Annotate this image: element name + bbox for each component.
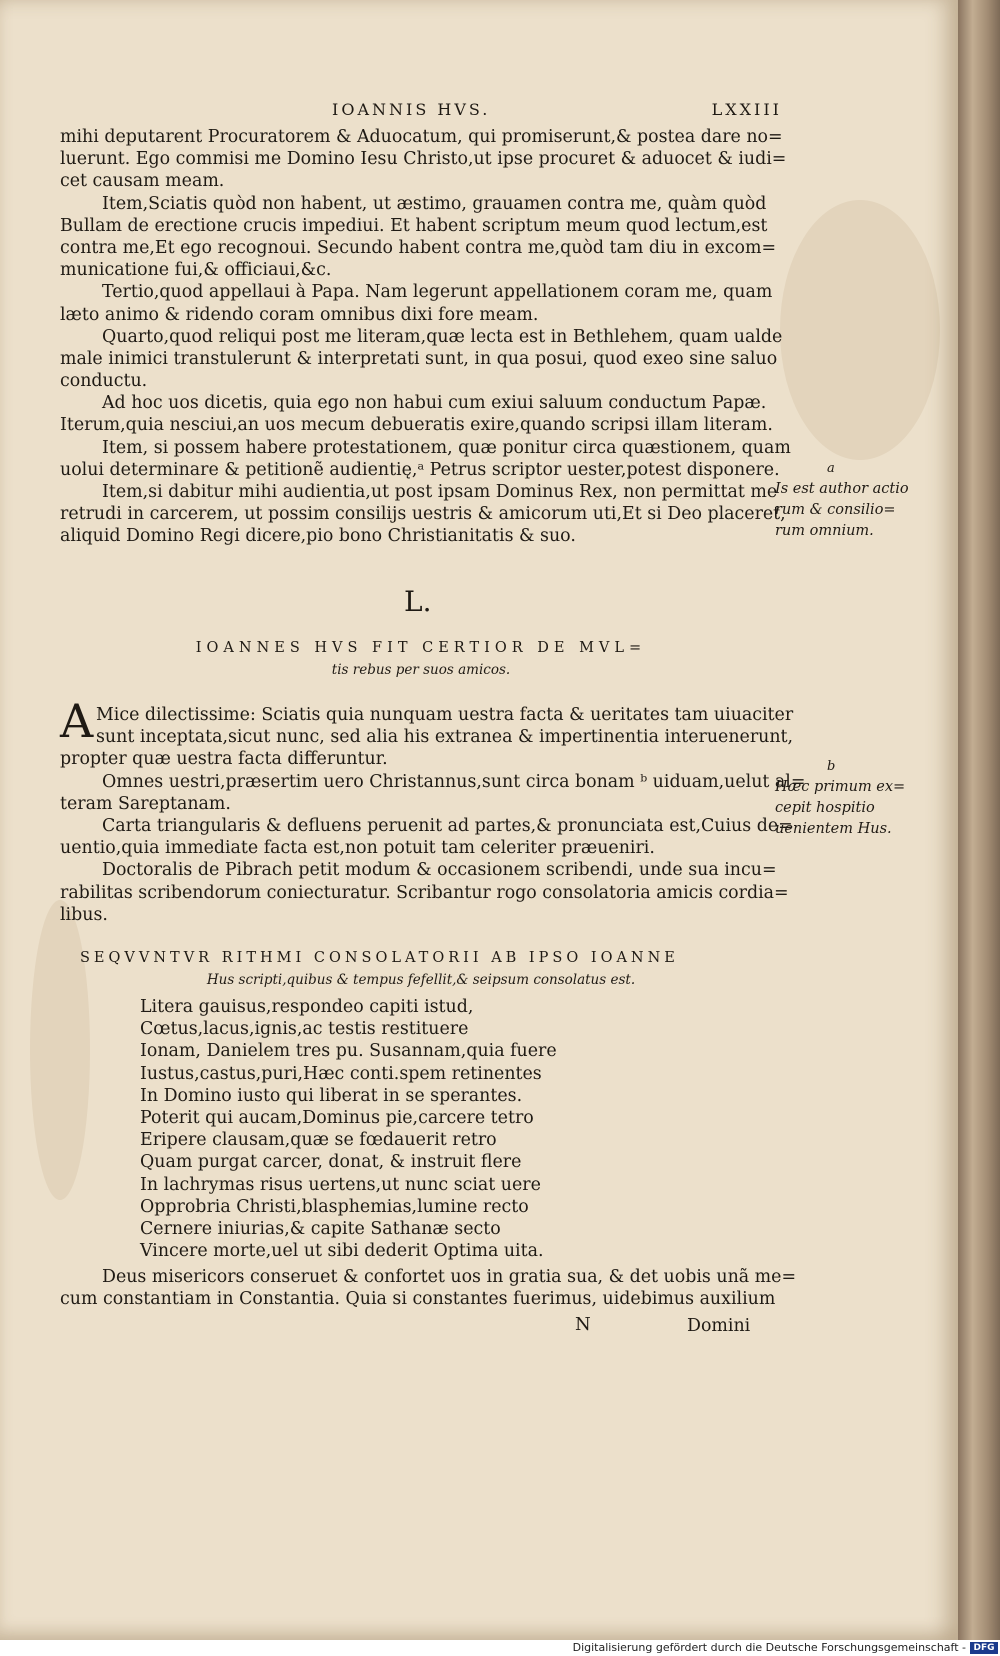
text-line: cet causam meam.	[60, 171, 225, 192]
text-line: uolui determinare & petitionẽ audientię,ᵃ Petrus scriptor uester,potest disponere.	[60, 459, 780, 480]
running-head-title: IOANNIS HVS.	[332, 100, 491, 119]
text-line: Bullam de erectione crucis impediui. Et habent scriptum meum quod lectum,est	[60, 215, 768, 236]
verse-subheading: Hus scripti,quibus & tempus fefellit,& seipsum consolatus est.	[206, 972, 636, 988]
verse-line: In lachrymas risus uertens,ut nunc sciat uere	[140, 1174, 541, 1195]
text-line: mihi deputarent Procuratorem & Aduocatum, qui promiserunt,& postea dare no=	[60, 127, 783, 147]
margin-note-b	[775, 756, 945, 840]
text-line: Deus misericors conseruet & confortet uos in gratia sua, & det uobis unã me=	[102, 1267, 797, 1287]
verse-line: Vincere morte,uel ut sibi dederit Optima uita.	[140, 1241, 544, 1262]
margin-note-line: Is est author actio	[775, 481, 909, 497]
text-line: Quarto,quod reliqui post me literam,quæ lecta est in Bethlehem, quam ualde	[102, 326, 783, 347]
paper-stain	[780, 200, 940, 460]
verse-line: Cernere iniurias,& capite Sathanæ secto	[140, 1218, 501, 1239]
text-line: Iterum,quia nesciui,an uos mecum debueratis exire,quando scripsi illam literam.	[60, 415, 773, 436]
text-line: cum constantiam in Constantia. Quia si constantes fuerimus, uidebimus auxilium	[60, 1289, 776, 1310]
text-line: retrudi in carcerem, ut possim consilijs uestris & amicorum uti,Et si Deo placeret,	[60, 504, 786, 525]
verse-line: Poterit qui aucam,Dominus pie,carcere tetro	[140, 1107, 534, 1128]
text-line: uentio,quia immediate facta est,non potuit tam celeriter præueniri.	[60, 838, 655, 859]
verse-line: In Domino iusto qui liberat in se sperantes.	[140, 1085, 523, 1106]
footer-credit: Digitalisierung gefördert durch die Deutsche Forschungsgemeinschaft -	[572, 1641, 966, 1654]
signature-mark: N	[575, 1314, 591, 1335]
text-line: conductu.	[60, 371, 148, 392]
text-line: municatione fui,& officiaui,&c.	[60, 260, 332, 281]
text-line: Item, si possem habere protestationem, quæ ponitur circa quæstionem, quam	[102, 437, 791, 458]
verse-line: Cœtus,lacus,ignis,ac testis restituere	[140, 1019, 469, 1040]
letter-number: L.	[404, 585, 432, 618]
text-line: teram Sareptanam.	[60, 793, 231, 814]
margin-note-line: Hæc primum ex=	[775, 779, 906, 795]
text-line: Doctoralis de Pibrach petit modum & occasionem scribendi, unde sua incu=	[102, 860, 777, 881]
text-line: luerunt. Ego commisi me Domino Iesu Christo,ut ipse procuret & aduocet & iudi=	[60, 149, 787, 170]
text-line: Item,Sciatis quòd non habent, ut æstimo, grauamen contra me, quàm quòd	[102, 193, 767, 214]
book-spine	[958, 0, 1000, 1640]
letter-heading: IOANNES HVS FIT CERTIOR DE MVL=	[195, 640, 647, 656]
verse-line: Quam purgat carcer, donat, & instruit flere	[140, 1152, 522, 1173]
verse-heading: SEQVVNTVR RITHMI CONSOLATORII AB IPSO IOANNE	[80, 950, 679, 966]
letter-subheading: tis rebus per suos amicos.	[331, 662, 511, 678]
margin-note-key: b	[827, 759, 836, 774]
verse-block	[140, 996, 557, 1262]
text-line: Mice dilectissime: Sciatis quia nunquam uestra facta & ueritates tam uiuaciter	[96, 705, 794, 725]
margin-note-line: cepit hospitio	[775, 800, 875, 816]
verse-line: Opprobria Christi,blasphemias,lumine recto	[140, 1196, 529, 1217]
text-line: male inimici transtulerunt & interpretati sunt, in qua posui, quod exeo sine saluo	[60, 348, 778, 369]
text-line: læto animo & ridendo coram omnibus dixi fore meam.	[60, 304, 539, 325]
running-head	[60, 100, 782, 124]
paper-stain	[30, 900, 90, 1200]
verse-line: Iustus,castus,puri,Hæc conti.spem retinentes	[140, 1063, 542, 1084]
text-line: aliquid Domino Regi dicere,pio bono Christianitatis & suo.	[60, 526, 576, 547]
text-line: Carta triangularis & defluens peruenit ad partes,& pronunciata est,Cuius de=	[102, 815, 793, 836]
margin-note-a	[775, 458, 945, 542]
verse-line: Litera gauisus,respondeo capiti istud,	[140, 997, 474, 1017]
text-line: sunt inceptata,sicut nunc, sed alia his extranea & impertinentia interuenerunt,	[96, 727, 794, 748]
margin-note-line: rum omnium.	[775, 523, 874, 539]
verse-line: Eripere clausam,quæ se fœdauerit retro	[140, 1130, 497, 1151]
digitization-footer	[0, 1640, 1000, 1656]
catchword: Domini	[687, 1316, 751, 1336]
text-line: rabilitas scribendorum coniecturatur. Scribantur rogo consolatoria amicis cordia=	[60, 882, 789, 903]
letter-text-part2	[60, 704, 806, 926]
text-line: Omnes uestri,præsertim uero Christannus,sunt circa bonam ᵇ uiduam,uelut al=	[102, 771, 806, 792]
dfg-logo: DFG	[970, 1642, 998, 1654]
letter-text-part1	[60, 126, 791, 548]
closing-text	[60, 1266, 797, 1310]
drop-cap: A	[60, 694, 94, 748]
text-line: Item,si dabitur mihi audientia,ut post ipsam Dominus Rex, non permittat me	[102, 482, 778, 502]
verse-line: Ionam, Danielem tres pu. Susannam,quia fuere	[140, 1041, 557, 1062]
margin-note-line: uenientem Hus.	[775, 821, 892, 837]
text-line: libus.	[60, 904, 108, 925]
text-line: Tertio,quod appellaui à Papa. Nam legerunt appellationem coram me, quam	[102, 282, 773, 303]
text-line: contra me,Et ego recognoui. Secundo habent contra me,quòd tam diu in excom=	[60, 237, 777, 258]
text-line: Ad hoc uos dicetis, quia ego non habui cum exiui saluum conductum Papæ.	[102, 393, 767, 414]
text-line: propter quæ uestra facta differuntur.	[60, 749, 388, 770]
folio-number: LXXIII	[711, 100, 782, 119]
margin-note-line: rum & consilio=	[775, 502, 896, 518]
margin-note-key: a	[827, 461, 835, 476]
